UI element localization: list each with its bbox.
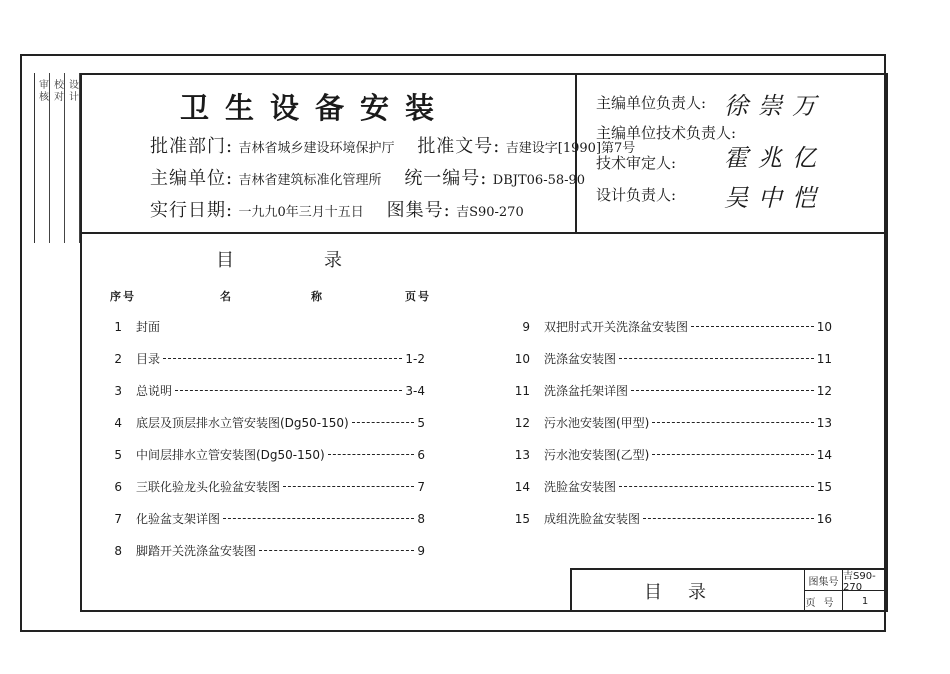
leader-line: [223, 518, 414, 519]
info-value: DBJT06-58-90: [492, 173, 586, 188]
page-label: 页号: [805, 591, 843, 612]
toc-entry: [100, 446, 425, 463]
leader-line: [643, 518, 814, 519]
entry-number: 10: [514, 352, 530, 366]
signature: 吴中恺: [724, 184, 826, 212]
atlas-label: 图集号: [805, 570, 843, 591]
entry-page: 1-2: [405, 352, 425, 366]
entry-number: 12: [514, 416, 530, 430]
entry-name: 双把肘式开关洗涤盆安装图: [544, 320, 689, 334]
entry-page: 9: [417, 544, 425, 558]
entry-number: 8: [114, 544, 122, 558]
entry-name: 化验盆支架详图: [136, 512, 221, 526]
info-value: 吉S90-270: [456, 205, 524, 220]
leader-line: [631, 390, 814, 391]
page-value: 1: [861, 596, 869, 607]
entry-name: 污水池安装图(甲型): [544, 416, 650, 430]
header-divider: [80, 232, 888, 234]
toc-entry: [100, 414, 425, 431]
leader-line: [283, 486, 414, 487]
leader-line: [652, 422, 813, 423]
entry-name: 底层及顶层排水立管安装图(Dg50-150): [136, 416, 349, 430]
entry-name: 脚踏开关洗涤盆安装图: [136, 544, 257, 558]
info-label: 统一编号:: [404, 168, 488, 189]
leader-line: [163, 358, 402, 359]
entry-number: 6: [114, 480, 122, 494]
leader-line: [259, 550, 414, 551]
title-block: [570, 568, 888, 612]
toc-entry: [508, 510, 832, 527]
entry-page: 16: [816, 512, 832, 526]
toc-entry: [508, 318, 832, 335]
info-value: 吉林省建筑标准化管理所: [238, 173, 382, 188]
entry-page: 7: [417, 480, 425, 494]
entry-number: 13: [514, 448, 530, 462]
toc-entry: [100, 382, 425, 399]
toc-entry: [508, 478, 832, 495]
entry-page: 5: [417, 416, 425, 430]
approval-line: [150, 132, 635, 158]
entry-page: 15: [816, 480, 832, 494]
col-header-name: 名称: [220, 290, 402, 303]
entry-name: 洗脸盆安装图: [544, 480, 617, 494]
leader-line: [652, 454, 813, 455]
info-label: 批准部门:: [150, 136, 234, 157]
entry-page: 14: [816, 448, 832, 462]
role-label: 主编单位技术负责人:: [596, 124, 737, 142]
info-value: 吉林省城乡建设环境保护厅: [238, 141, 395, 156]
col-header-seq: 序号: [110, 290, 136, 303]
signature: 徐崇万: [724, 92, 826, 120]
entry-page: 11: [816, 352, 832, 366]
title-block-grid: [804, 570, 888, 612]
signature-strip: [34, 73, 80, 243]
entry-number: 1: [114, 320, 122, 334]
signature: 霍兆亿: [724, 144, 826, 172]
leader-line: [619, 358, 814, 359]
entry-number: 2: [114, 352, 122, 366]
entry-number: 11: [514, 384, 530, 398]
toc-entry: [508, 350, 832, 367]
editor-line: [150, 164, 585, 190]
strip-cell: 校对: [50, 73, 65, 243]
leader-line: [352, 422, 415, 423]
col-header-page: 页号: [405, 290, 431, 303]
entry-number: 5: [114, 448, 122, 462]
toc-entry: [100, 542, 425, 559]
info-label: 实行日期:: [150, 200, 234, 221]
entry-page: 6: [417, 448, 425, 462]
leader-line: [619, 486, 814, 487]
entry-name: 洗涤盆托架详图: [544, 384, 629, 398]
entry-name: 洗涤盆安装图: [544, 352, 617, 366]
toc-entry: [508, 414, 832, 431]
info-value: 一九九0年三月十五日: [238, 205, 364, 220]
document-title: 卫生设备安装: [180, 91, 451, 125]
atlas-value: 吉S90-270: [843, 570, 887, 591]
strip-cell: 设计: [65, 73, 80, 243]
title-block-name: 目录: [644, 582, 732, 603]
toc-entry: [508, 382, 832, 399]
toc-entry: [100, 510, 425, 527]
entry-name: 目录: [136, 352, 161, 366]
entry-name: 污水池安装图(乙型): [544, 448, 650, 462]
entry-number: 9: [522, 320, 530, 334]
info-label: 主编单位:: [150, 168, 234, 189]
entry-name: 总说明: [136, 384, 173, 398]
toc-entry: [508, 446, 832, 463]
leader-line: [175, 390, 402, 391]
leader-line: [691, 326, 814, 327]
responsibility-row: [596, 92, 826, 120]
strip-cell: 审核: [35, 73, 50, 243]
date-line: [150, 196, 524, 222]
toc-entry: [100, 478, 425, 495]
entry-name: 成组洗脸盆安装图: [544, 512, 641, 526]
entry-page: 10: [816, 320, 832, 334]
role-label: 设计负责人:: [596, 186, 677, 204]
entry-page: 8: [417, 512, 425, 526]
entry-name: 封面: [136, 320, 161, 334]
entry-number: 14: [514, 480, 530, 494]
entry-number: 4: [114, 416, 122, 430]
entry-number: 15: [514, 512, 530, 526]
toc-entry: [100, 318, 425, 335]
entry-page: 3-4: [405, 384, 425, 398]
role-label: 技术审定人:: [596, 154, 677, 172]
responsibility-row: [596, 184, 826, 212]
entry-number: 3: [114, 384, 122, 398]
info-label: 图集号:: [386, 200, 451, 221]
toc-entry: [100, 350, 425, 367]
responsibility-row: [596, 144, 826, 173]
info-value: 吉建设字[1990]第7号: [505, 141, 636, 156]
entry-page: 13: [816, 416, 832, 430]
entry-name: 三联化验龙头化验盆安装图: [136, 480, 281, 494]
toc-heading: 目录: [216, 250, 432, 271]
entry-name: 中间层排水立管安装图(Dg50-150): [136, 448, 325, 462]
role-label: 主编单位负责人:: [596, 94, 707, 112]
info-label: 批准文号:: [417, 136, 501, 157]
responsibility-row: [596, 122, 736, 143]
entry-number: 7: [114, 512, 122, 526]
leader-line: [328, 454, 415, 455]
entry-page: 12: [816, 384, 832, 398]
